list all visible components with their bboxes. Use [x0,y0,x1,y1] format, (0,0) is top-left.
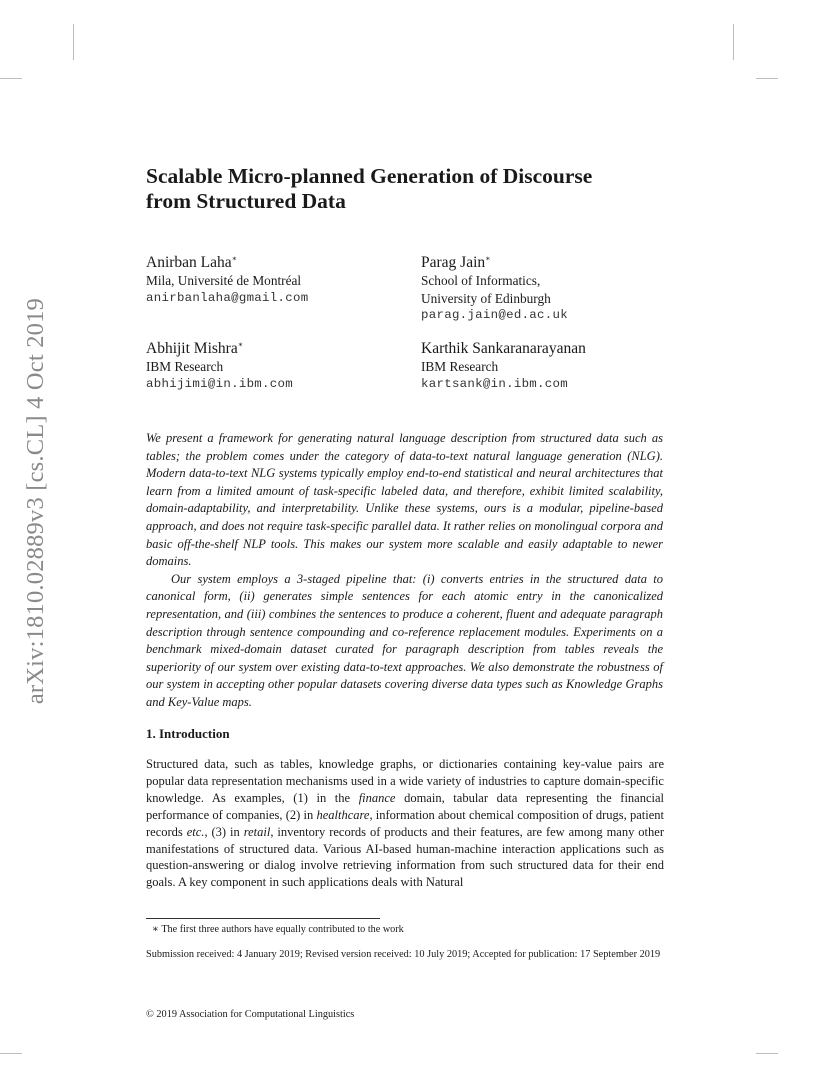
section-heading: 1. Introduction [146,726,230,741]
equal-contribution-mark: ∗ [231,254,238,263]
intro-emphasis: finance [358,790,396,805]
intro-text: Structured data, such as tables, knowledge graphs, or dictionaries containing key-value pairs are popular data representation mechanisms used in a wide variety of industries to capture domain-specific knowledge. As examples, (1) in the [146,757,664,805]
author-name: Abhijit Mishra [146,340,238,357]
title-line: from Structured Data [146,189,346,213]
intro-text: domain, tabular data representing the financial performance of companies, (2) in [146,790,665,822]
intro-emphasis: healthcare [316,807,370,822]
intro-emphasis: etc. [186,824,205,839]
author-affiliation: University of Edinburgh [421,290,551,306]
author-name: Karthik Sankaranarayanan [421,340,586,357]
abstract-paragraph: Our system employs a 3-staged pipeline that: (i) converts entries in the structured data to canonical form, (ii) generates simple sentences for each atomic entry in the canonicalized representation, and (iii) combines the sentences to produce a coherent, fluent and adequate paragraph description through sentence compounding and co-reference replacement modules. Experiments on a benchmark mixed-domain dataset curated for paragraph description from tables reveals the superiority of our system over existing data-to-text approaches. We also demonstrate the robustness of our system in accepting other popular datasets covering diverse data types such as Knowledge Graphs and Key-Value maps. [146,571,663,709]
intro-text: , information about chemical composition of drugs, patient records [146,807,665,839]
crop-mark [0,78,22,79]
crop-mark [733,24,734,60]
crop-mark [73,24,74,60]
submission-dates: Submission received: 4 January 2019; Revised version received: 10 July 2019; Accepted for publication: 17 September 2019 [146,949,661,960]
footnote-rule [146,918,380,919]
author-affiliation: IBM Research [421,359,499,374]
arxiv-stamp: arXiv:1810.02889v3 [cs.CL] 4 Oct 2019 [22,298,49,705]
author-block [146,253,308,307]
introduction-paragraph [146,756,664,891]
equal-contribution-mark: ∗ [237,340,244,349]
paper-title [146,164,666,214]
title-line: Scalable Micro-planned Generation of Discourse [146,164,593,188]
author-block [421,253,568,325]
intro-text: , inventory records of products and their features, are few among many other manifestations of structured data. Various AI-based human-machine interaction applications such as question-answering or dialog involve retrieving information from such structured data for their end goals. A key component in such applications deals with Natural [146,824,664,890]
author-email[interactable]: kartsank@in.ibm.com [421,376,568,391]
abstract-paragraph: We present a framework for generating natural language description from structured data such as tables; the problem comes under the category of data-to-text natural language generation (NLG). Modern data-to-text NLG systems typically employ end-to-end statistical and neural architectures that learn from a limited amount of task-specific labeled data, and therefore, exhibit limited scalability, domain-adaptability, and interpretability. Unlike these systems, ours is a modular, pipeline-based approach, and does not require task-specific parallel data. It rather relies on monolingual corpora and basic off-the-shelf NLP tools. This makes our system more scalable and easily adaptable to newer domains. [146,431,663,569]
footnote-text: The first three authors have equally contributed to the work [161,924,404,935]
author-email[interactable]: parag.jain@ed.ac.uk [421,308,568,322]
author-affiliation: Mila, Université de Montréal [146,273,302,288]
crop-mark [756,1053,778,1054]
author-block [146,339,293,393]
equal-contribution-mark: ∗ [485,254,491,263]
author-name: Parag Jain [421,254,486,271]
author-email[interactable]: abhijimi@in.ibm.com [146,376,293,391]
abstract [146,430,663,712]
author-affiliation: IBM Research [146,359,224,374]
intro-emphasis: retail [243,824,271,839]
author-name: Anirban Laha [146,254,232,271]
footnote-mark: ∗ [152,924,159,935]
author-affiliation: School of Informatics, [421,273,541,288]
author-block [421,339,586,393]
intro-text: , (3) in [204,824,244,839]
author-email[interactable]: anirbanlaha@gmail.com [146,290,309,305]
crop-mark [0,1053,22,1054]
crop-mark [756,78,778,79]
copyright-notice: © 2019 Association for Computational Linguistics [146,1009,355,1020]
footnote [152,923,404,937]
